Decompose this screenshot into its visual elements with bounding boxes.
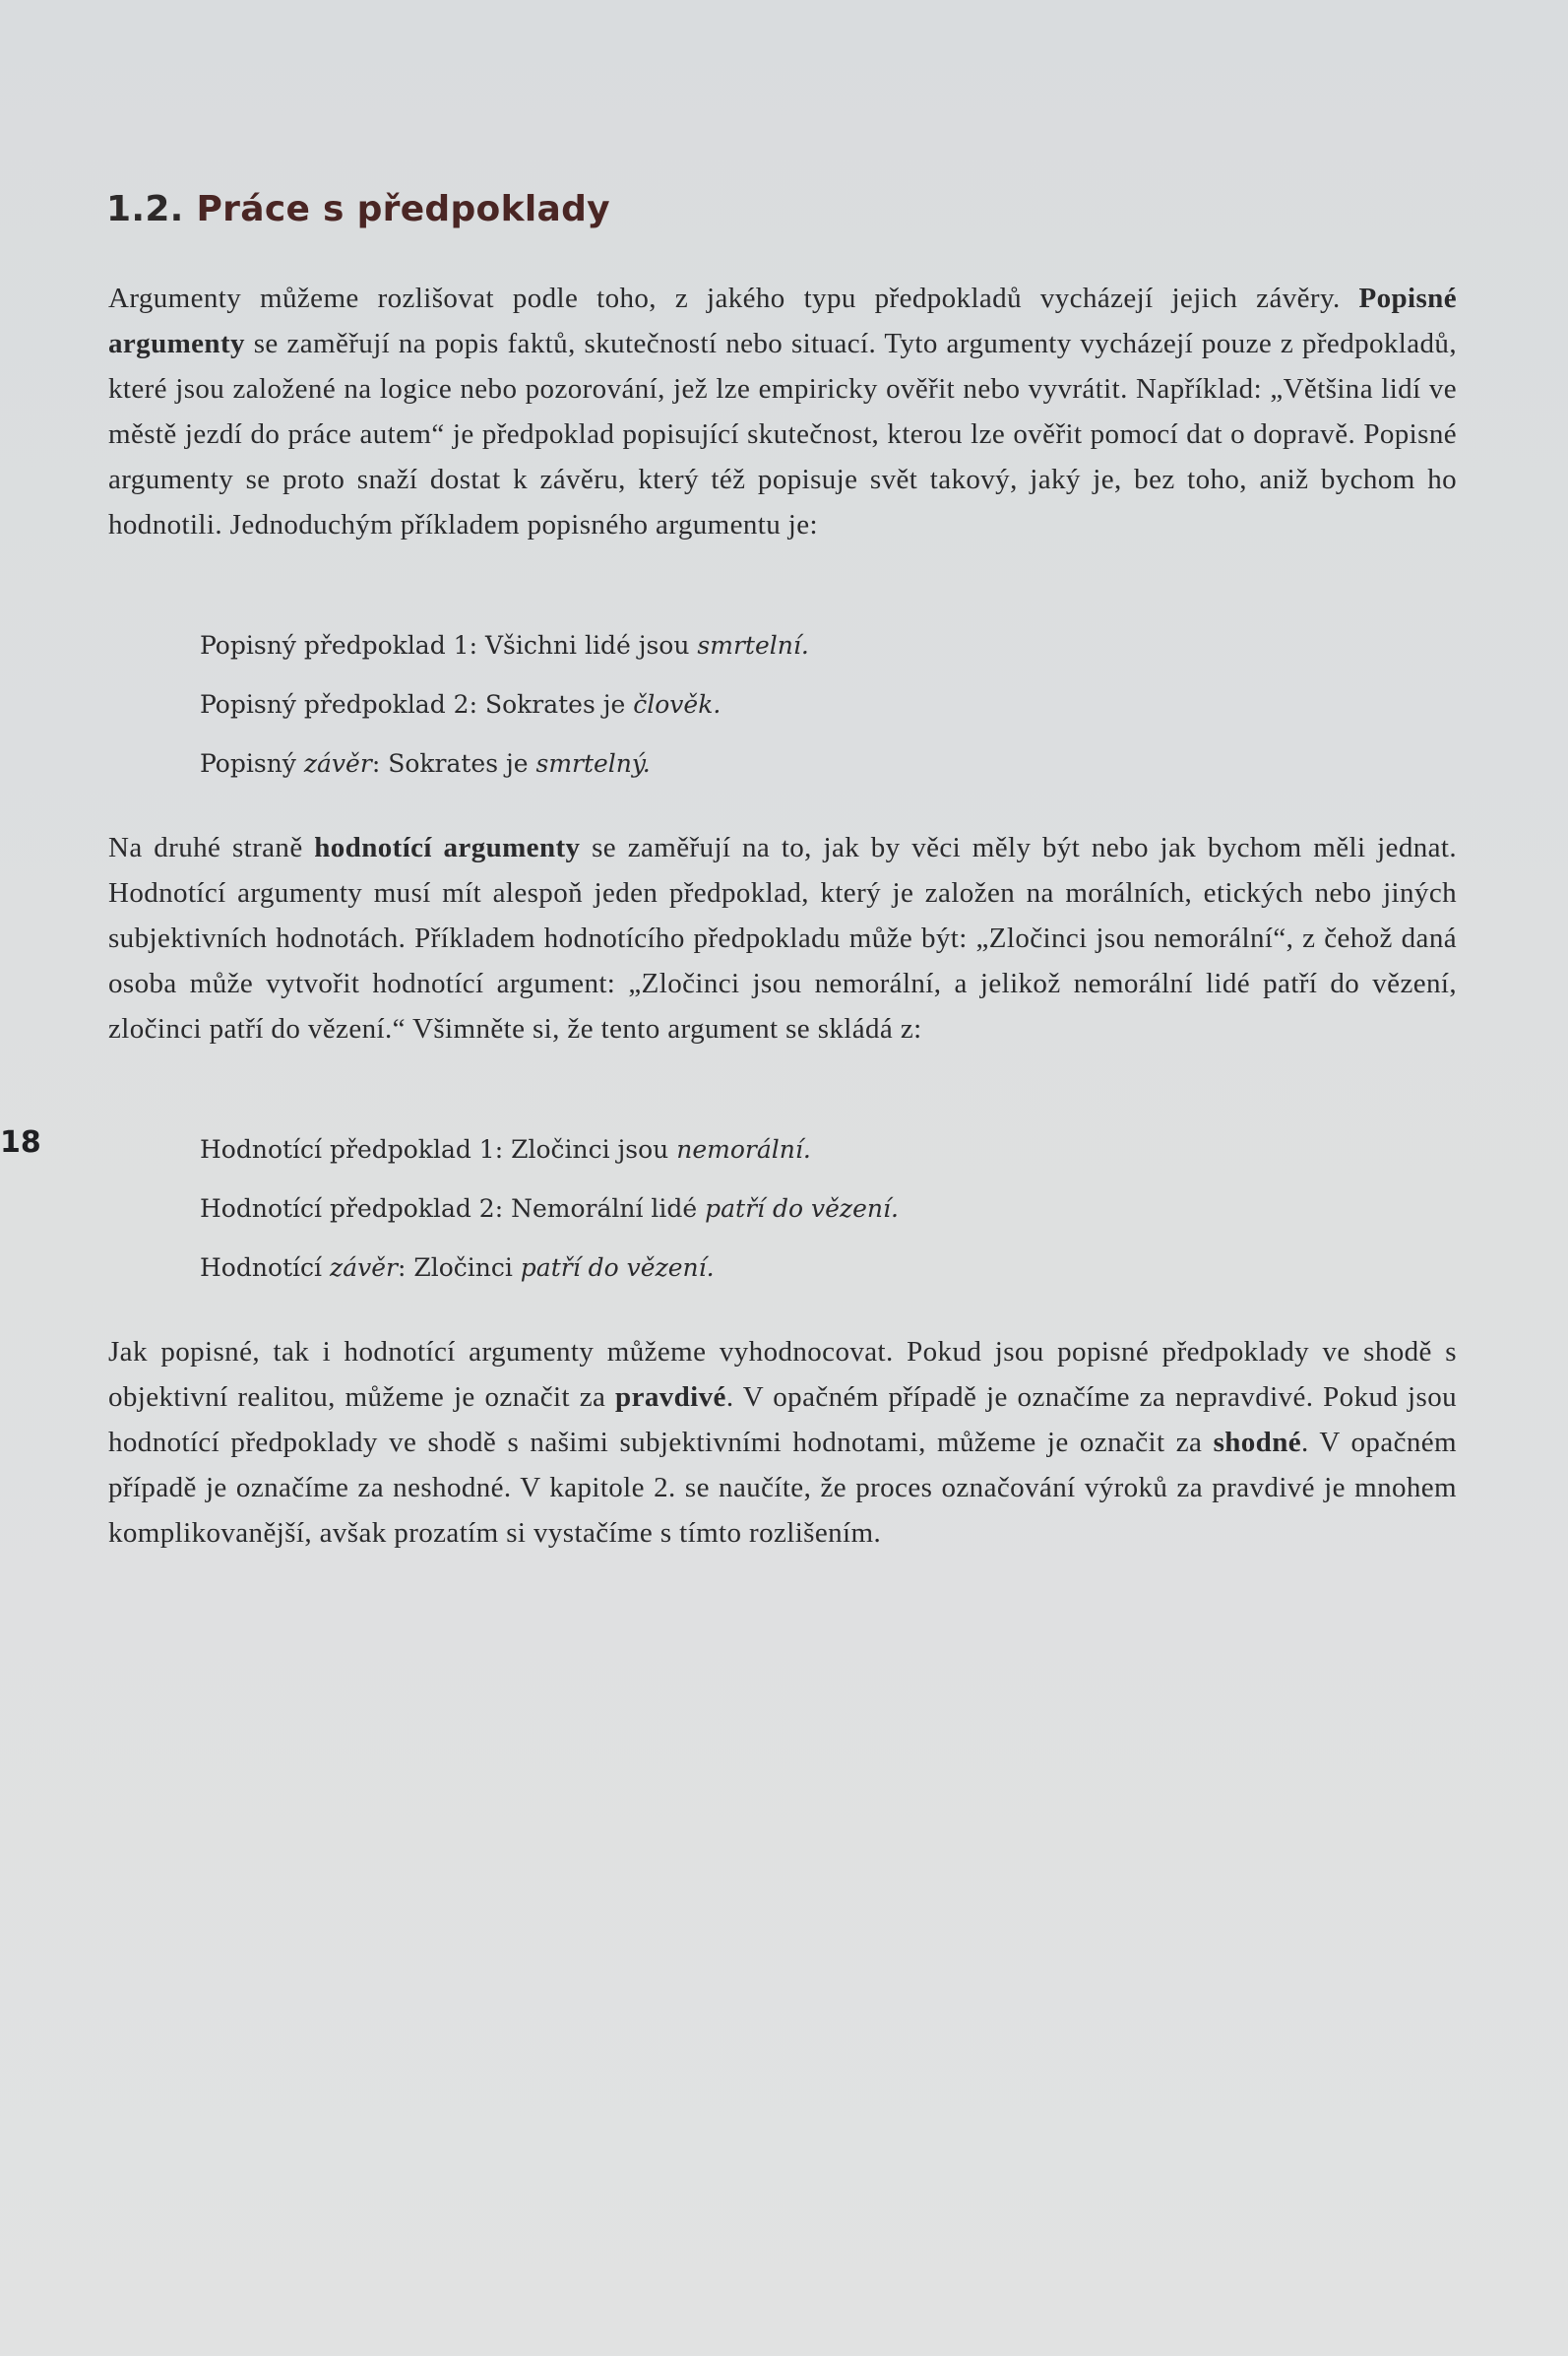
paragraph-evaluation (108, 1329, 1457, 1556)
example-line (200, 616, 809, 675)
example-text: Všichni lidé jsou (484, 631, 698, 660)
example-label: Hodnotící (200, 1253, 330, 1282)
example-text: Zločinci jsou (511, 1135, 677, 1164)
example-text-italic: smrtelný. (535, 749, 651, 778)
term-consistent: shodné (1213, 1427, 1302, 1458)
example-line (200, 1239, 899, 1298)
example-label: Hodnotící předpoklad 2: (200, 1194, 512, 1223)
example-text-italic: patří do vězení. (705, 1194, 899, 1223)
example-text-italic: člověk. (633, 690, 721, 719)
example-line (200, 734, 809, 794)
example-line (200, 1120, 899, 1179)
example-text: Zločinci (413, 1253, 521, 1282)
example-label: Hodnotící předpoklad 1: (200, 1135, 512, 1164)
example-text-italic: smrtelní. (697, 631, 809, 660)
section-number: 1.2. (106, 189, 184, 229)
example-label: Popisný předpoklad 1: (200, 631, 485, 660)
text-run: se zaměřují na to, jak by věci měly být nebo jak bychom měli jednat. Hodnotící argumenty musí mít alespoň jeden předpoklad, který je založen na morálních, etických nebo jiných subjektivních hodnotách. Příkladem hodnotícího předpokladu může být: „Zločinci jsou nemorální“, z čehož daná osoba může vytvořit hodnotící argument: „Zločinci jsou nemorální, a jelikož nemorální lidé patří do vězení, zločinci patří do vězení.“ Všimněte si, že tento argument se skládá z: (108, 832, 1457, 1045)
example-label-italic: závěr (330, 1253, 398, 1282)
section-heading (106, 189, 610, 229)
text-run: Argumenty můžeme rozlišovat podle toho, z jakého typu předpokladů vycházejí jejich závěry. (108, 283, 1359, 314)
example-line (200, 1179, 899, 1239)
example-colon: : (371, 749, 389, 778)
paragraph-descriptive-arguments (108, 276, 1457, 547)
text-run: se zaměřují na popis faktů, skutečností nebo situací. Tyto argumenty vycházejí pouze z předpokladů, které jsou založené na logice nebo pozorování, jež lze empiricky ověřit nebo vyvrátit. Například: „Většina lidí ve městě jezdí do práce autem“ je předpoklad popisující skutečnost, kterou lze ověřit pomocí dat o dopravě. Popisné argumenty se proto snaží dostat k závěru, který též popisuje svět takový, jaký je, bez toho, aniž bychom ho hodnotili. Jednoduchým příkladem popisného argumentu je: (108, 328, 1457, 541)
example-text-italic: nemorální. (676, 1135, 811, 1164)
text-run: Jak popisné, tak i hodnotící argumenty můžeme vyhodnocovat. Pokud jsou popisné předpoklady ve shodě s objektivní realitou, můžeme je označit za (108, 1336, 1457, 1413)
example-label: Popisný (200, 749, 304, 778)
example-line (200, 675, 809, 734)
term-true: pravdivé (615, 1381, 726, 1413)
example-text: Nemorální lidé (511, 1194, 706, 1223)
example-evaluative (200, 1120, 899, 1298)
text-run: . V opačném případě je označíme za nepravdivé. Pokud jsou hodnotící předpoklady ve shodě s našimi subjektivními hodnotami, můžeme je označit za (108, 1381, 1457, 1458)
example-text: Sokrates je (484, 690, 634, 719)
term-evaluative-arguments: hodnotící argumenty (314, 832, 581, 863)
example-label-italic: závěr (303, 749, 372, 778)
example-label: Popisný předpoklad 2: (200, 690, 485, 719)
text-run: . V opačném případě je označíme za neshodné. V kapitole 2. se naučíte, že proces označování výroků za pravdivé je mnohem komplikovanější, avšak prozatím si vystačíme s tímto rozlišením. (108, 1427, 1457, 1549)
example-text-italic: patří do vězení. (520, 1253, 715, 1282)
paragraph-evaluative-arguments (108, 825, 1457, 1051)
text-run: Na druhé straně (108, 832, 315, 863)
example-colon: : (397, 1253, 414, 1282)
example-descriptive (200, 616, 809, 794)
page-number: 18 (0, 1125, 41, 1160)
term-descriptive-arguments: Popisné argumenty (108, 283, 1457, 359)
example-text: Sokrates je (388, 749, 536, 778)
section-title: Práce s předpoklady (196, 189, 610, 229)
